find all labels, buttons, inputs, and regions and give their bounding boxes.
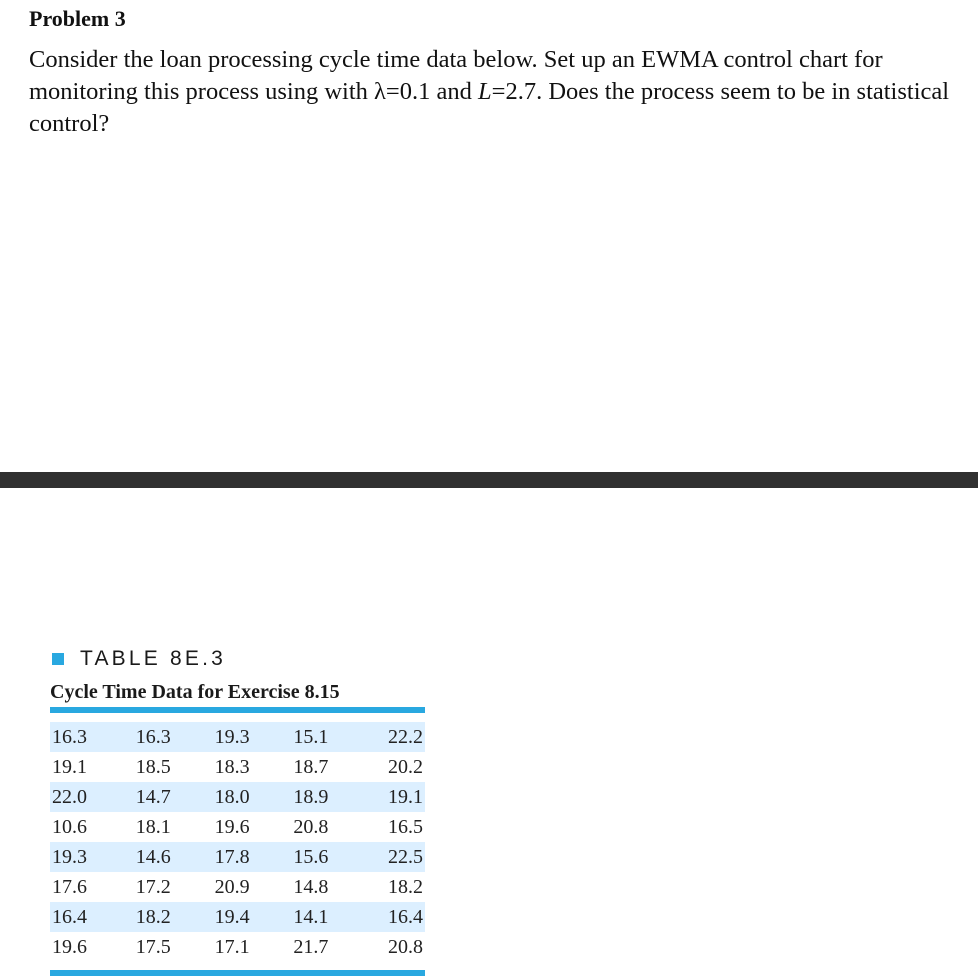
table-cell: 18.2 (388, 875, 424, 898)
table-cell: 18.3 (214, 755, 250, 778)
table-label (50, 645, 425, 673)
table-cell: 20.2 (388, 755, 424, 778)
table-cell: 19.1 (388, 785, 424, 808)
table-cell: 14.7 (135, 785, 171, 808)
table-cell: 18.2 (135, 905, 171, 928)
table-cell: 15.6 (293, 845, 329, 868)
data-table (50, 722, 425, 962)
table-cell: 18.5 (135, 755, 171, 778)
table-top-rule (50, 707, 425, 713)
table-cell: 17.5 (135, 935, 171, 958)
table-row (50, 872, 425, 902)
table-row (50, 812, 425, 842)
table-cell: 19.3 (214, 725, 250, 748)
table-cell: 14.1 (293, 905, 329, 928)
problem-text-part1: Consider the loan processing cycle time data below. Set up an EWMA control chart for monitoring this process using with λ=0.1 and (29, 46, 883, 105)
blue-square-icon (52, 653, 64, 665)
table-cell: 16.4 (388, 905, 424, 928)
table-cell: 19.6 (52, 935, 87, 958)
table-cell: 17.6 (52, 875, 87, 898)
table-cell: 15.1 (293, 725, 329, 748)
table-cell: 19.3 (52, 845, 87, 868)
table-cell: 16.5 (388, 815, 424, 838)
table-cell: 20.8 (388, 935, 424, 958)
table-row (50, 932, 425, 962)
section-divider (0, 472, 978, 488)
table-cell: 14.6 (135, 845, 171, 868)
table-cell: 17.8 (214, 845, 250, 868)
table-bottom-rule (50, 970, 425, 976)
table-cell: 10.6 (52, 815, 87, 838)
table-cell: 14.8 (293, 875, 329, 898)
table-label-text: TABLE 8E.3 (80, 647, 227, 670)
table-cell: 18.7 (293, 755, 329, 778)
table-cell: 20.8 (293, 815, 329, 838)
data-table-block (50, 645, 425, 976)
table-cell: 22.0 (52, 785, 87, 808)
table-cell: 18.0 (214, 785, 250, 808)
table-cell: 19.4 (214, 905, 250, 928)
problem-text-part2: =2.7. Does the process seem to be in statistical control? (29, 78, 950, 137)
table-cell: 18.1 (135, 815, 171, 838)
table-row (50, 752, 425, 782)
table-cell: 21.7 (293, 935, 329, 958)
table-cell: 16.4 (52, 905, 87, 928)
table-row (50, 842, 425, 872)
table-cell: 18.9 (293, 785, 329, 808)
table-caption: Cycle Time Data for Exercise 8.15 (50, 681, 340, 703)
table-cell: 17.1 (214, 935, 250, 958)
table-cell: 17.2 (135, 875, 171, 898)
table-cell: 16.3 (52, 725, 87, 748)
table-cell: 22.2 (388, 725, 424, 748)
problem-statement (29, 44, 974, 140)
table-cell: 16.3 (135, 725, 171, 748)
table-cell: 19.1 (52, 755, 87, 778)
problem-title: Problem 3 (29, 6, 126, 31)
table-row (50, 722, 425, 752)
L-symbol: L (477, 78, 492, 105)
table-cell: 20.9 (214, 875, 250, 898)
table-row (50, 782, 425, 812)
table-cell: 22.5 (388, 845, 424, 868)
table-row (50, 902, 425, 932)
table-cell: 19.6 (214, 815, 250, 838)
